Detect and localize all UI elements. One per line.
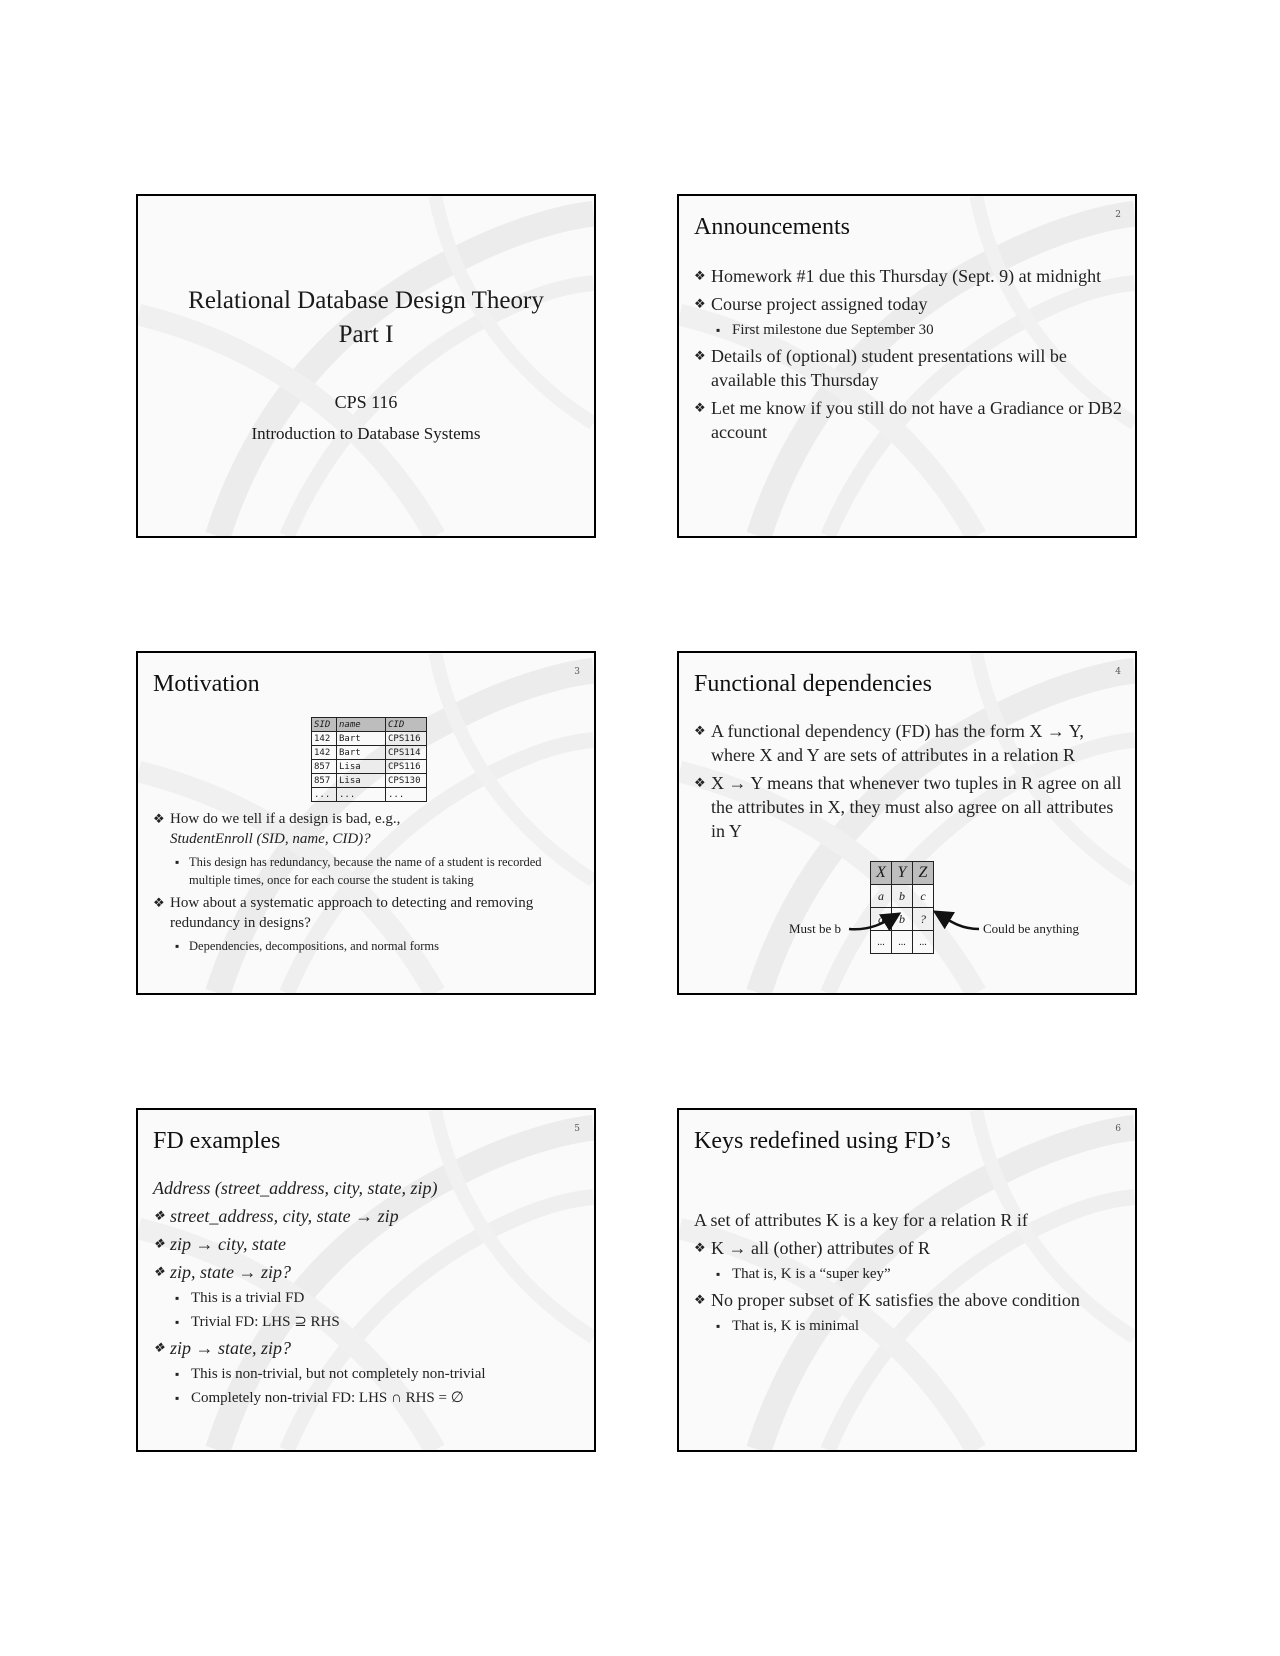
sub-bullet: ▪ This is non-trivial, but not completely non-trivial — [153, 1364, 582, 1384]
sub-bullet: ▪ That is, K is a “super key” — [694, 1264, 1123, 1284]
bullet: ❖ How about a systematic approach to detecting and removing redundancy in designs? — [153, 893, 582, 933]
table-row — [312, 746, 427, 760]
slide-number: 4 — [1115, 667, 1121, 677]
intro-text: A set of attributes K is a key for a relation R if — [694, 1210, 1028, 1230]
slide-6 — [677, 1108, 1137, 1452]
slide-title-line2: Part I — [338, 321, 394, 348]
bullet: ❖ zip, state → zip? — [153, 1260, 582, 1284]
bullet: ❖ A functional dependency (FD) has the form X → Y, where X and Y are sets of attributes in a relation R — [694, 719, 1123, 767]
table-cell: ... — [312, 788, 337, 802]
slide-3 — [136, 651, 596, 995]
bullet: ❖ zip → city, state — [153, 1232, 582, 1256]
table-row — [312, 760, 427, 774]
sub-bullet: ▪ This is a trivial FD — [153, 1288, 582, 1308]
bullet: ❖ street_address, city, state → zip — [153, 1204, 582, 1228]
bullet: ❖ X → Y means that whenever two tuples in R agree on all the attributes in X, they must also agree on all attributes in Y — [694, 771, 1123, 843]
table-cell: Bart — [337, 746, 386, 760]
slide-title: Motivation — [153, 671, 260, 697]
bullet: ❖ No proper subset of K satisfies the above condition — [694, 1288, 1123, 1312]
table-cell: CPS116 — [386, 760, 427, 774]
table-cell: ... — [892, 931, 913, 954]
slide-title: Functional dependencies — [694, 671, 932, 697]
bullet: ❖ Details of (optional) student presentations will be available this Thursday — [694, 344, 1123, 392]
slide-title: FD examples — [153, 1128, 281, 1154]
bullet-text: How do we tell if a design is bad, e.g., — [170, 811, 401, 827]
slide-title: Announcements — [694, 214, 850, 240]
table-header: Z — [913, 862, 934, 885]
table-cell: a — [871, 885, 892, 908]
table-cell: a — [871, 908, 892, 931]
table-cell: c — [913, 885, 934, 908]
sub-bullet: ▪ That is, K is minimal — [694, 1316, 1123, 1336]
student-enroll-table — [311, 717, 427, 802]
bullet: ❖ zip → state, zip? — [153, 1336, 582, 1360]
table-cell: CPS130 — [386, 774, 427, 788]
table-cell: b — [892, 908, 913, 931]
sub-bullet: ▪ Trivial FD: LHS ⊇ RHS — [153, 1312, 582, 1332]
arrow-right-icon — [937, 913, 979, 929]
arrow-left-icon — [849, 915, 897, 929]
sub-bullet: ▪ Dependencies, decompositions, and normal forms — [153, 937, 582, 955]
label-could-be-anything: Could be anything — [983, 921, 1080, 936]
relation-name: StudentEnroll — [170, 831, 253, 847]
table-cell: CPS116 — [386, 732, 427, 746]
table-row — [312, 774, 427, 788]
slide-number: 3 — [574, 667, 580, 677]
relation-attributes: (SID, name, CID)? — [256, 831, 371, 847]
table-cell: ... — [871, 931, 892, 954]
course-name: Introduction to Database Systems — [251, 424, 481, 443]
slide-number: 5 — [574, 1124, 580, 1134]
label-must-be-b: Must be b — [789, 921, 841, 936]
table-header: Y — [892, 862, 913, 885]
table-cell: Bart — [337, 732, 386, 746]
course-number: CPS 116 — [334, 392, 398, 412]
table-cell: Lisa — [337, 774, 386, 788]
bullet: ❖ K → all (other) attributes of R — [694, 1236, 1123, 1260]
bullet: ❖ Homework #1 due this Thursday (Sept. 9) at midnight — [694, 264, 1123, 288]
slide-1 — [136, 194, 596, 538]
sub-bullet: ▪ This design has redundancy, because the name of a student is recorded multiple times, once for each course the student is taking — [153, 853, 582, 889]
table-header: CID — [386, 718, 427, 732]
table-header: X — [871, 862, 892, 885]
slide-title: Keys redefined using FD’s — [694, 1128, 951, 1154]
table-cell: b — [892, 885, 913, 908]
slide-5 — [136, 1108, 596, 1452]
table-row — [312, 788, 427, 802]
bullet — [153, 809, 582, 849]
table-cell: ... — [913, 931, 934, 954]
table-cell: 857 — [312, 760, 337, 774]
table-cell: ... — [386, 788, 427, 802]
slide-number: 6 — [1115, 1124, 1121, 1134]
arrows — [679, 653, 1137, 995]
sub-bullet: ▪ First milestone due September 30 — [694, 320, 1123, 340]
bullet: ❖ Let me know if you still do not have a Gradiance or DB2 account — [694, 396, 1123, 444]
slide-title-line1: Relational Database Design Theory — [188, 287, 544, 314]
slide-number: 2 — [1115, 210, 1121, 220]
slide-4 — [677, 651, 1137, 995]
table-cell: ? — [913, 908, 934, 931]
table-cell: ... — [337, 788, 386, 802]
sub-bullet: ▪ Completely non-trivial FD: LHS ∩ RHS = ∅ — [153, 1388, 582, 1408]
relation-schema: Address (street_address, city, state, zip) — [153, 1178, 438, 1198]
table-row — [312, 732, 427, 746]
table-cell: CPS114 — [386, 746, 427, 760]
table-cell: 142 — [312, 746, 337, 760]
table-cell: 142 — [312, 732, 337, 746]
table-cell: Lisa — [337, 760, 386, 774]
bullet: ❖ Course project assigned today — [694, 292, 1123, 316]
table-header: name — [337, 718, 386, 732]
table-cell: 857 — [312, 774, 337, 788]
slide-2 — [677, 194, 1137, 538]
table-header: SID — [312, 718, 337, 732]
